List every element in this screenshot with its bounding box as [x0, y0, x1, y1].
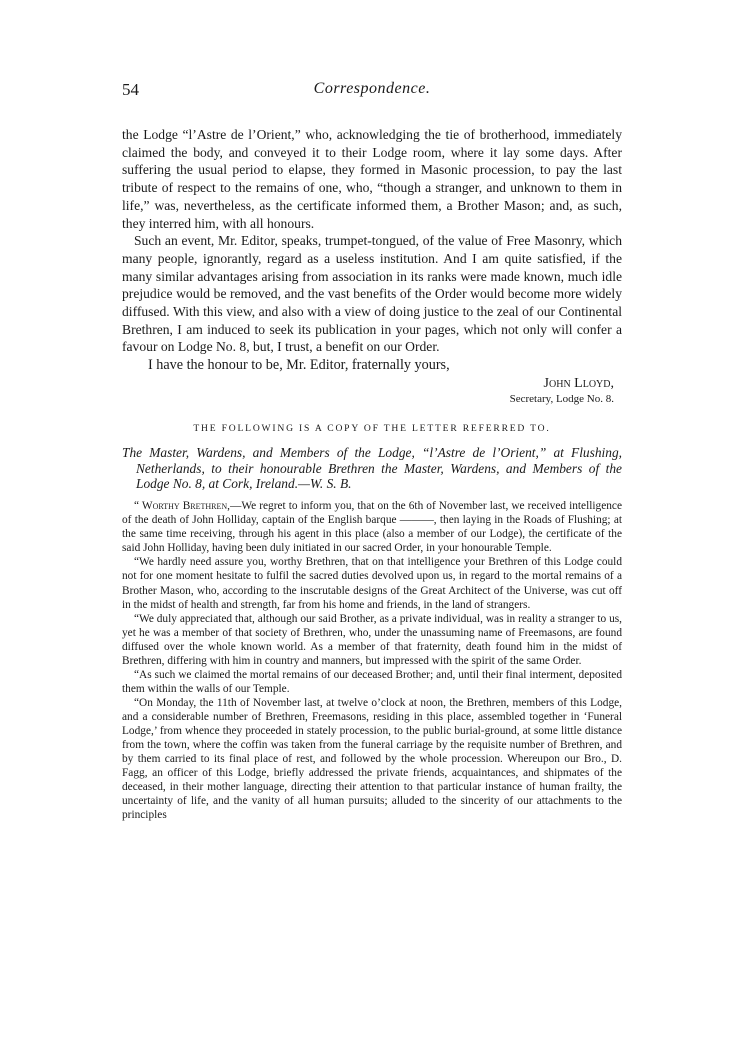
signature-role: Secretary, Lodge No. 8. — [509, 392, 614, 405]
letter-paragraph-1-text: —We regret to inform you, that on the 6th of November last, we received intelligence of the death of John Holliday, captain of the English barque ———, then laying in the Roads of Flushing; at the same time receiving, through his agent in this place (also a member of our Lodge), the certificate of the said John Holliday, having been duly initiated in our sacred Order, in your honourable Temple. — [122, 500, 622, 555]
letter-paragraph-3: “We duly appreciated that, although our said Brother, as a private individual, was in reality a stranger to us, yet he was a member of that society of Brethren, who, under the unassuming name of Freemasons, are found diffused over the whole known world. As a member of that fraternity, death found him in the midst of Brethren, differing with him in country and manners, but impressed with the spirit of the same Order. — [122, 612, 622, 667]
letter-heading: THE FOLLOWING IS A COPY OF THE LETTER REFERRED TO. — [193, 422, 551, 434]
page-header — [122, 80, 622, 102]
closing-line: I have the honour to be, Mr. Editor, fraternally yours, — [148, 357, 450, 374]
letter-paragraph-2: “We hardly need assure you, worthy Brethren, that on that intelligence your Brethren of this Lodge could not for one moment hesitate to fulfil the sacred duties devolved upon us, in regard to the mortal remains of a Brother Mason, who, according to the inscrutable designs of the Great Architect of the Universe, was cut off in the midst of health and strength, far from his home and friends, in the land of strangers. — [122, 556, 622, 611]
main-text — [122, 126, 622, 822]
letter-paragraph-4: “As such we claimed the mortal remains of our deceased Brother; and, until their final interment, deposited them within the walls of our Temple. — [122, 668, 622, 695]
salutation: “ Worthy Brethren, — [134, 500, 230, 513]
letter-paragraph-5: “On Monday, the 11th of November last, at twelve o’clock at noon, the Brethren, members of this Lodge, and a considerable number of Brethren, Freemasons, residing in this place, assembled together in ‘Funeral Lodge,’ from whence they proceeded in stately procession, to the public burial-ground, at some little distance from the town, where the coffin was taken from the funeral carriage by the requisite number of Brethren, and by them carried to its final place of rest, and followed by the whole procession. Whereupon our Bro., D. Fagg, an officer of this Lodge, briefly addressed the private friends, acquaintances, and shipmates of the deceased, in their mother language, directing their attention to that particular instance of human frailty, the uncertainty of life, and the vanity of all human pursuits; alluded to the sincerity of our attachments to the principles — [122, 696, 622, 822]
letter-paragraph-1 — [122, 499, 622, 555]
body-paragraph-1: the Lodge “l’Astre de l’Orient,” who, acknowledging the tie of brotherhood, immediately claimed the body, and conveyed it to their Lodge room, where it lay some days. After suffering the usual period to elapse, they formed in Masonic procession, to pay the last tribute of respect to the remains of one, who, “though a stranger, and unknown to them in life,” was, nevertheless, as the certificate informed them, a Brother Mason; and, as such, they interred him, with all honours. — [122, 127, 622, 231]
signature-name: John Lloyd, — [543, 375, 614, 391]
page-number: 54 — [122, 80, 139, 99]
body-paragraph-2: Such an event, Mr. Editor, speaks, trumpet-tongued, of the value of Free Masonry, which many people, ignorantly, regard as a useless institution. And I am quite satisfied, if the many similar advantages arising from association in its ranks were made known, much idle prejudice would be removed, and the vast benefits of the Order would become more widely diffused. With this view, and also with a view of doing justice to the zeal of our Continental Brethren, I am induced to seek its publication in your pages, which not only will confer a favour on Lodge No. 8, but, I trust, a benefit on our Order. — [122, 233, 622, 355]
letter-address: The Master, Wardens, and Members of the Lodge, “l’Astre de l’Orient,” at Flushing, Netherlands, to their honourable Brethren the Master, Wardens, and Members of the Lodge No. 8, at Cork, Ireland.—W. S. B. — [122, 444, 622, 492]
running-title: Correspondence. — [313, 80, 431, 97]
letter-text — [122, 499, 622, 822]
